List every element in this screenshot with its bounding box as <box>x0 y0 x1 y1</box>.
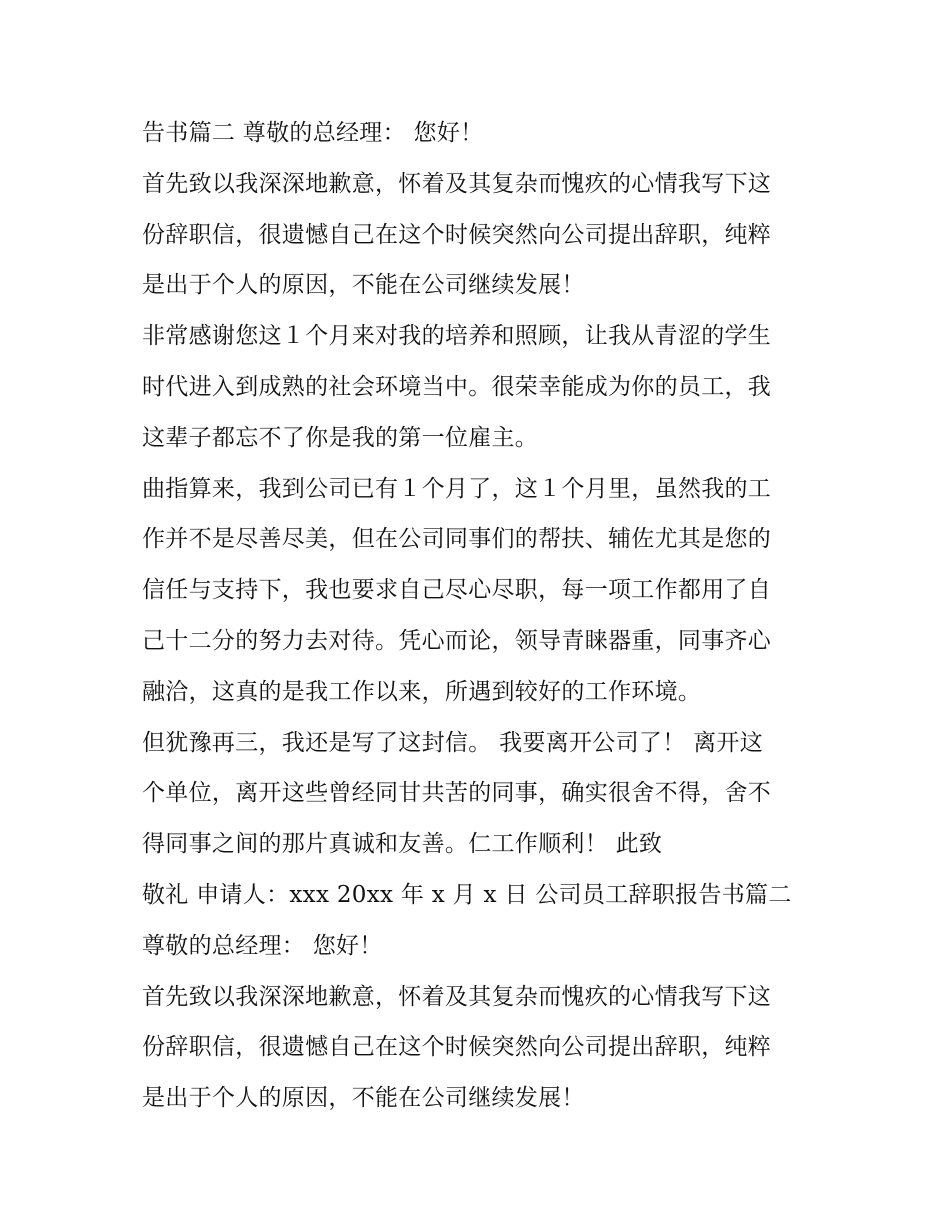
text-line: 尊敬的总经理： 您好！ <box>142 932 383 959</box>
document-body <box>142 108 822 1124</box>
text-line: 时代进入到成熟的社会环境当中。很荣幸能成为你的员工，我 <box>142 373 772 400</box>
text-line: 个单位，离开这些曾经同甘共苦的同事，确实很舍不得，舍不 <box>142 780 772 807</box>
text-line: 己十二分的努力去对待。凭心而论，领导青睐器重，同事齐心 <box>142 627 772 654</box>
text-line: 首先致以我深深地歉意，怀着及其复杂而愧疚的心情我写下这 <box>142 983 772 1010</box>
text-line: 是出于个人的原因，不能在公司继续发展！ <box>142 1085 585 1112</box>
text-line: 信任与支持下，我也要求自己尽心尽职，每一项工作都用了自 <box>142 577 772 604</box>
text-line: 得同事之间的那片真诚和友善。仁工作顺利！ 此致 <box>142 831 663 858</box>
text-line: 是出于个人的原因，不能在公司继续发展！ <box>142 272 585 299</box>
text-line: 首先致以我深深地歉意，怀着及其复杂而愧疚的心情我写下这 <box>142 170 772 197</box>
text-line: 份辞职信，很遗憾自己在这个时候突然向公司提出辞职，纯粹 <box>142 1034 772 1061</box>
text-line: 但犹豫再三，我还是写了这封信。 我要离开公司了！ 离开这 <box>142 729 764 756</box>
text-line: 曲指算来，我到公司已有１个月了，这１个月里，虽然我的工 <box>142 475 772 502</box>
text-line: 这辈子都忘不了你是我的第一位雇主。 <box>142 424 539 451</box>
text-line: 份辞职信，很遗憾自己在这个时候突然向公司提出辞职，纯粹 <box>142 221 772 248</box>
text-line: 告书篇二 尊敬的总经理： 您好！ <box>142 120 484 146</box>
text-line: 敬礼 申请人：xxx 20xx 年 x 月 x 日 公司员工辞职报告书篇二 <box>142 881 792 908</box>
text-line: 融洽，这真的是我工作以来，所遇到较好的工作环境。 <box>142 678 702 705</box>
text-line: 作并不是尽善尽美，但在公司同事们的帮扶、辅佐尤其是您的 <box>142 526 772 553</box>
text-line: 非常感谢您这１个月来对我的培养和照顾，让我从青涩的学生 <box>142 323 772 350</box>
